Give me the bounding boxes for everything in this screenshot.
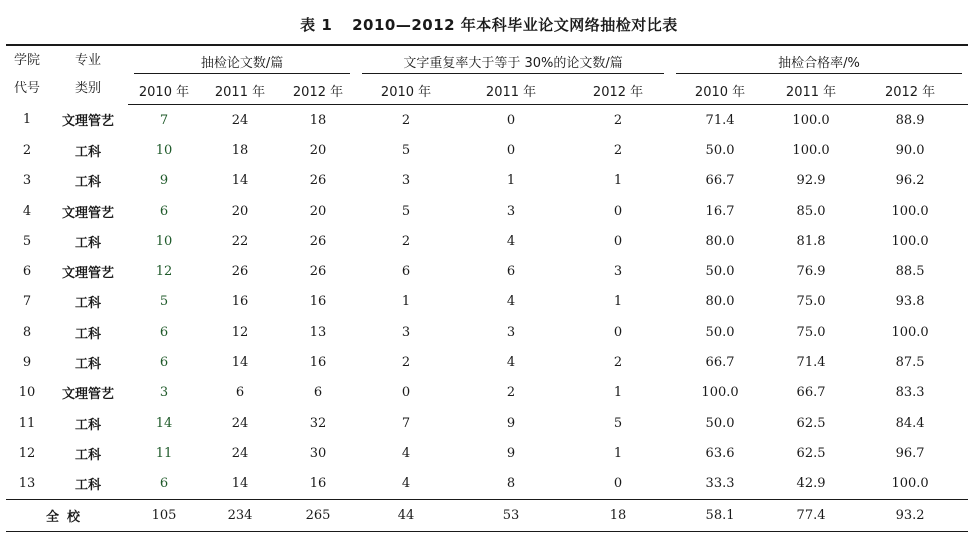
checked-count-cell: 30 [309, 445, 327, 461]
header-college-code [6, 45, 48, 105]
total-row [6, 499, 968, 531]
header-year: 2012 年 [566, 76, 670, 105]
major-category-cell: 工科 [74, 326, 101, 342]
checked-count-cell: 24 [231, 112, 249, 128]
college-code-cell: 11 [18, 415, 36, 431]
duplicate-count-cell: 1 [613, 294, 623, 310]
major-category-cell: 文理管艺 [61, 266, 114, 282]
duplicate-count-cell: 4 [401, 476, 411, 492]
major-category-cell: 工科 [74, 175, 101, 191]
pass-rate-cell: 100.0 [891, 233, 929, 249]
total-checked-2012: 265 [280, 499, 356, 531]
pass-rate-cell: 88.9 [895, 112, 925, 128]
checked-count-cell: 12 [155, 264, 173, 280]
checked-count-cell: 9 [159, 173, 169, 189]
checked-count-cell: 6 [313, 385, 323, 401]
header-major-category-line1: 专业 [74, 53, 101, 69]
pass-rate-cell: 93.8 [895, 294, 925, 310]
major-category-cell: 工科 [74, 357, 101, 373]
checked-count-cell: 6 [159, 324, 169, 340]
pass-rate-cell: 92.9 [796, 173, 826, 189]
checked-count-cell: 16 [309, 476, 327, 492]
table-row [6, 378, 968, 408]
duplicate-count-cell: 0 [401, 385, 411, 401]
college-code-cell: 8 [22, 324, 32, 340]
pass-rate-cell: 100.0 [891, 476, 929, 492]
pass-rate-cell: 84.4 [895, 415, 925, 431]
checked-count-cell: 14 [231, 173, 249, 189]
pass-rate-cell: 63.6 [705, 445, 735, 461]
table-row [6, 256, 968, 286]
duplicate-count-cell: 2 [401, 355, 411, 371]
checked-count-cell: 14 [231, 355, 249, 371]
header-year: 2011 年 [456, 76, 566, 105]
checked-count-cell: 20 [309, 142, 327, 158]
header-major-category-line2: 类别 [74, 81, 101, 97]
duplicate-count-cell: 6 [506, 264, 516, 280]
table-row [6, 317, 968, 347]
major-category-cell: 工科 [74, 296, 101, 312]
pass-rate-cell: 96.2 [895, 173, 925, 189]
checked-count-cell: 14 [155, 415, 173, 431]
duplicate-count-cell: 1 [401, 294, 411, 310]
table-caption-label: 表 1 [300, 16, 333, 34]
header-year: 2010 年 [128, 76, 200, 105]
duplicate-count-cell: 0 [613, 203, 623, 219]
pass-rate-cell: 66.7 [705, 355, 735, 371]
pass-rate-cell: 80.0 [705, 294, 735, 310]
total-pass-2011: 77.4 [770, 499, 852, 531]
header-year: 2010 年 [670, 76, 770, 105]
pass-rate-cell: 87.5 [895, 355, 925, 371]
duplicate-count-cell: 3 [401, 173, 411, 189]
checked-count-cell: 13 [309, 324, 327, 340]
pass-rate-cell: 50.0 [705, 415, 735, 431]
duplicate-count-cell: 4 [506, 233, 516, 249]
header-major-category [48, 45, 128, 105]
duplicate-count-cell: 4 [506, 355, 516, 371]
header-year: 2012 年 [852, 76, 968, 105]
pass-rate-cell: 90.0 [895, 142, 925, 158]
checked-count-cell: 20 [231, 203, 249, 219]
table-row [6, 347, 968, 377]
pass-rate-cell: 66.7 [705, 173, 735, 189]
total-checked-2010: 105 [128, 499, 200, 531]
duplicate-count-cell: 2 [401, 112, 411, 128]
college-code-cell: 1 [22, 112, 32, 128]
table-row [6, 105, 968, 136]
header-year: 2011 年 [770, 76, 852, 105]
duplicate-count-cell: 8 [506, 476, 516, 492]
checked-count-cell: 18 [231, 142, 249, 158]
duplicate-count-cell: 9 [506, 445, 516, 461]
major-category-cell: 工科 [74, 478, 101, 494]
duplicate-count-cell: 0 [506, 112, 516, 128]
duplicate-count-cell: 3 [613, 264, 623, 280]
duplicate-count-cell: 5 [401, 142, 411, 158]
pass-rate-cell: 16.7 [705, 203, 735, 219]
total-pass-2010: 58.1 [670, 499, 770, 531]
college-code-cell: 13 [18, 476, 36, 492]
pass-rate-cell: 88.5 [895, 264, 925, 280]
pass-rate-cell: 50.0 [705, 142, 735, 158]
duplicate-count-cell: 0 [613, 476, 623, 492]
pass-rate-cell: 96.7 [895, 445, 925, 461]
pass-rate-cell: 50.0 [705, 324, 735, 340]
pass-rate-cell: 100.0 [701, 385, 739, 401]
duplicate-count-cell: 6 [401, 264, 411, 280]
college-code-cell: 7 [22, 294, 32, 310]
checked-count-cell: 16 [231, 294, 249, 310]
checked-count-cell: 26 [231, 264, 249, 280]
header-college-code-line2: 代号 [13, 81, 40, 97]
checked-count-cell: 10 [155, 233, 173, 249]
pass-rate-cell: 100.0 [891, 203, 929, 219]
checked-count-cell: 32 [309, 415, 327, 431]
total-checked-2011: 234 [200, 499, 280, 531]
checked-count-cell: 6 [159, 355, 169, 371]
pass-rate-cell: 100.0 [891, 324, 929, 340]
total-dup-2012: 18 [566, 499, 670, 531]
pass-rate-cell: 42.9 [796, 476, 826, 492]
pass-rate-cell: 71.4 [705, 112, 735, 128]
major-category-cell: 工科 [74, 417, 101, 433]
checked-count-cell: 18 [309, 112, 327, 128]
table-row [6, 438, 968, 468]
checked-count-cell: 16 [309, 355, 327, 371]
pass-rate-cell: 76.9 [796, 264, 826, 280]
checked-count-cell: 6 [159, 476, 169, 492]
checked-count-cell: 24 [231, 415, 249, 431]
header-college-code-line1: 学院 [13, 53, 40, 69]
duplicate-count-cell: 9 [506, 415, 516, 431]
table-caption [0, 14, 978, 35]
duplicate-count-cell: 0 [613, 233, 623, 249]
checked-count-cell: 5 [159, 294, 169, 310]
pass-rate-cell: 75.0 [796, 324, 826, 340]
checked-count-cell: 20 [309, 203, 327, 219]
total-dup-2011: 53 [456, 499, 566, 531]
table-row [6, 135, 968, 165]
pass-rate-cell: 100.0 [792, 142, 830, 158]
major-category-cell: 工科 [74, 447, 101, 463]
college-code-cell: 3 [22, 173, 32, 189]
checked-count-cell: 10 [155, 142, 173, 158]
pass-rate-cell: 83.3 [895, 385, 925, 401]
checked-count-cell: 7 [159, 112, 169, 128]
checked-count-cell: 6 [159, 203, 169, 219]
table-body [6, 105, 968, 500]
checked-count-cell: 24 [231, 445, 249, 461]
duplicate-count-cell: 0 [506, 142, 516, 158]
major-category-cell: 工科 [74, 235, 101, 251]
duplicate-count-cell: 2 [401, 233, 411, 249]
pass-rate-cell: 62.5 [796, 445, 826, 461]
college-code-cell: 2 [22, 142, 32, 158]
header-group-pass-rate [670, 45, 968, 76]
checked-count-cell: 3 [159, 385, 169, 401]
table-row [6, 166, 968, 196]
header-group-duplicate-label: 文字重复率大于等于 30%的论文数/篇 [403, 55, 623, 71]
pass-rate-cell: 85.0 [796, 203, 826, 219]
pass-rate-cell: 71.4 [796, 355, 826, 371]
checked-count-cell: 26 [309, 264, 327, 280]
duplicate-count-cell: 2 [613, 355, 623, 371]
duplicate-count-cell: 5 [613, 415, 623, 431]
header-year: 2012 年 [280, 76, 356, 105]
table-caption-title: 2010—2012 年本科毕业论文网络抽检对比表 [352, 16, 678, 34]
duplicate-count-cell: 1 [613, 173, 623, 189]
checked-count-cell: 11 [155, 445, 173, 461]
table-row [6, 408, 968, 438]
college-code-cell: 9 [22, 355, 32, 371]
college-code-cell: 12 [18, 445, 36, 461]
table-row [6, 226, 968, 256]
checked-count-cell: 12 [231, 324, 249, 340]
duplicate-count-cell: 2 [613, 112, 623, 128]
duplicate-count-cell: 2 [506, 385, 516, 401]
duplicate-count-cell: 0 [613, 324, 623, 340]
duplicate-count-cell: 1 [613, 385, 623, 401]
comparison-table [6, 44, 968, 532]
pass-rate-cell: 66.7 [796, 385, 826, 401]
header-group-duplicate [356, 45, 670, 76]
pass-rate-cell: 50.0 [705, 264, 735, 280]
header-group-checked [128, 45, 356, 76]
table-row [6, 196, 968, 226]
checked-count-cell: 26 [309, 233, 327, 249]
total-pass-2012: 93.2 [852, 499, 968, 531]
checked-count-cell: 22 [231, 233, 249, 249]
duplicate-count-cell: 4 [401, 445, 411, 461]
header-group-checked-label: 抽检论文数/篇 [200, 55, 284, 71]
table-row [6, 469, 968, 500]
college-code-cell: 4 [22, 203, 32, 219]
duplicate-count-cell: 3 [506, 203, 516, 219]
header-year: 2011 年 [200, 76, 280, 105]
duplicate-count-cell: 5 [401, 203, 411, 219]
duplicate-count-cell: 1 [613, 445, 623, 461]
duplicate-count-cell: 3 [401, 324, 411, 340]
duplicate-count-cell: 3 [506, 324, 516, 340]
pass-rate-cell: 80.0 [705, 233, 735, 249]
pass-rate-cell: 81.8 [796, 233, 826, 249]
major-category-cell: 工科 [74, 144, 101, 160]
duplicate-count-cell: 1 [506, 173, 516, 189]
header-year: 2010 年 [356, 76, 456, 105]
duplicate-count-cell: 2 [613, 142, 623, 158]
college-code-cell: 5 [22, 233, 32, 249]
checked-count-cell: 26 [309, 173, 327, 189]
table-row [6, 287, 968, 317]
college-code-cell: 6 [22, 264, 32, 280]
major-category-cell: 文理管艺 [61, 114, 114, 130]
pass-rate-cell: 33.3 [705, 476, 735, 492]
duplicate-count-cell: 7 [401, 415, 411, 431]
college-code-cell: 10 [18, 385, 36, 401]
header-group-pass-rate-label: 抽检合格率/% [778, 55, 860, 71]
pass-rate-cell: 62.5 [796, 415, 826, 431]
major-category-cell: 文理管艺 [61, 205, 114, 221]
pass-rate-cell: 75.0 [796, 294, 826, 310]
total-dup-2010: 44 [356, 499, 456, 531]
total-label: 全校 [6, 499, 128, 531]
pass-rate-cell: 100.0 [792, 112, 830, 128]
checked-count-cell: 6 [235, 385, 245, 401]
duplicate-count-cell: 4 [506, 294, 516, 310]
checked-count-cell: 16 [309, 294, 327, 310]
checked-count-cell: 14 [231, 476, 249, 492]
major-category-cell: 文理管艺 [61, 387, 114, 403]
